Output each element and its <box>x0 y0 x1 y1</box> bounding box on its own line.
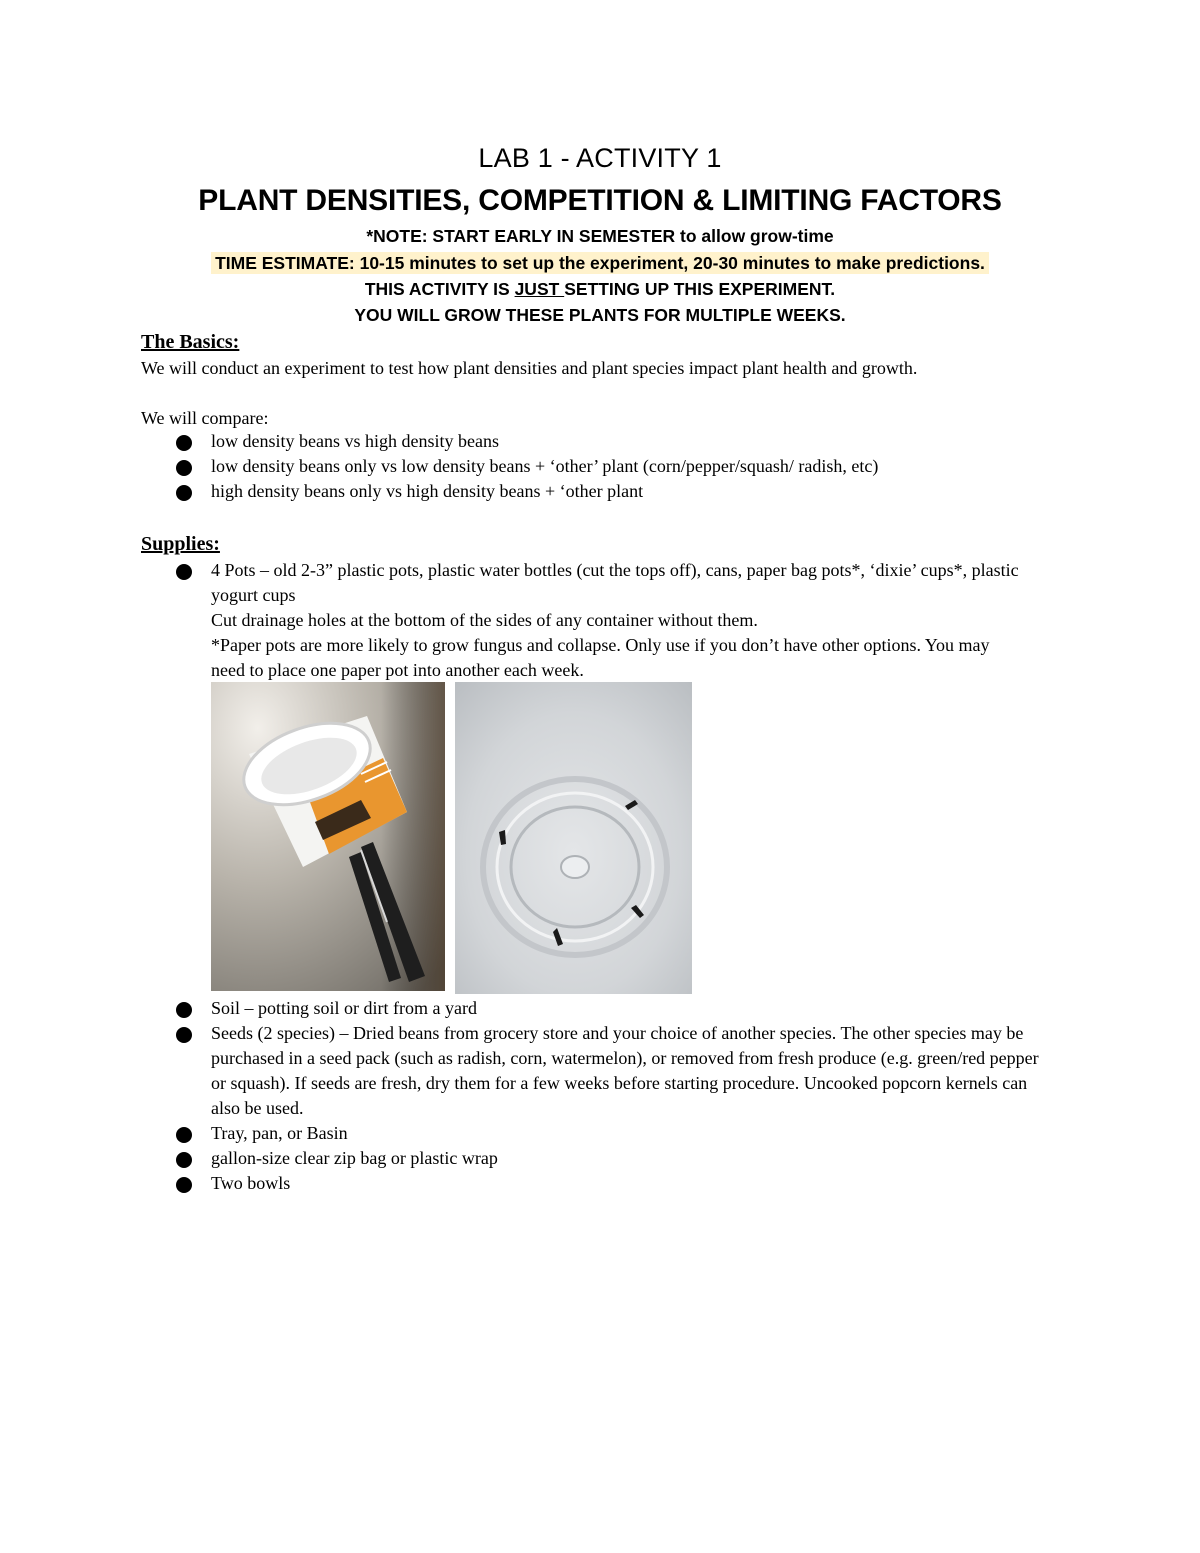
list-item-bowls: Two bowls <box>211 1173 291 1193</box>
pot-bottom-drainage-photo-svg <box>455 682 692 994</box>
basics-heading: The Basics: <box>141 331 240 353</box>
cup-with-scissors-photo <box>211 682 445 991</box>
cup-with-scissors-photo-svg <box>211 682 445 991</box>
list-item: high density beans only vs high density beans + ‘other plant <box>211 481 644 501</box>
activity-prefix: THIS ACTIVITY IS <box>364 279 515 299</box>
list-item: low density beans vs high density beans <box>211 431 499 451</box>
compare-label: We will compare: <box>141 408 269 428</box>
bullet-icon <box>176 485 192 501</box>
bullet-icon <box>176 435 192 451</box>
bullet-icon <box>176 1152 192 1168</box>
page-title: PLANT DENSITIES, COMPETITION & LIMITING FACTORS <box>198 184 1002 217</box>
bullet-icon <box>176 1127 192 1143</box>
drainage-note: Cut drainage holes at the bottom of the sides of any container without them. <box>211 610 758 630</box>
bullet-icon <box>176 460 192 476</box>
list-item-tray: Tray, pan, or Basin <box>211 1123 348 1143</box>
list-item-pots: 4 Pots – old 2-3” plastic pots, plastic water bottles (cut the tops off), cans, paper bag pots*, ‘dixie’ cups*, plastic yogurt cups <box>211 560 1019 605</box>
list-item-seeds: Seeds (2 species) – Dried beans from grocery store and your choice of another species. The other species may be purchased in a seed pack (such as radish, corn, watermelon), or removed from fresh produce (e.g. green/red pepper or squash). If seeds are fresh, dry them for a few weeks before starting procedure. Uncooked popcorn kernels can also be used. <box>211 1023 1039 1118</box>
activity-line <box>0 279 1200 300</box>
list-item-bag: gallon-size clear zip bag or plastic wrap <box>211 1148 498 1168</box>
time-estimate-line <box>0 253 1200 274</box>
bullet-icon <box>176 1027 192 1043</box>
bullet-icon <box>176 1177 192 1193</box>
list-item-soil: Soil – potting soil or dirt from a yard <box>211 998 477 1018</box>
activity-suffix: SETTING UP THIS EXPERIMENT. <box>564 279 836 299</box>
pot-bottom-drainage-photo <box>455 682 692 994</box>
lab-title: LAB 1 - ACTIVITY 1 <box>478 143 722 173</box>
basics-intro: We will conduct an experiment to test how plant densities and plant species impact plant health and growth. <box>141 358 918 378</box>
supplies-heading: Supplies: <box>141 533 220 555</box>
list-item: low density beans only vs low density beans + ‘other’ plant (corn/pepper/squash/ radish, etc) <box>211 456 879 476</box>
bullet-icon <box>176 1002 192 1018</box>
bullet-icon <box>176 564 192 580</box>
note-line: *NOTE: START EARLY IN SEMESTER to allow grow-time <box>366 226 834 246</box>
grow-line: YOU WILL GROW THESE PLANTS FOR MULTIPLE WEEKS. <box>354 305 846 325</box>
paper-pot-note: *Paper pots are more likely to grow fungus and collapse. Only use if you don’t have other options. You may need to place one paper pot into another each week. <box>211 635 990 680</box>
activity-emphasis: JUST <box>514 279 565 299</box>
time-estimate-highlight: TIME ESTIMATE: 10-15 minutes to set up the experiment, 20-30 minutes to make predictions. <box>211 252 989 274</box>
